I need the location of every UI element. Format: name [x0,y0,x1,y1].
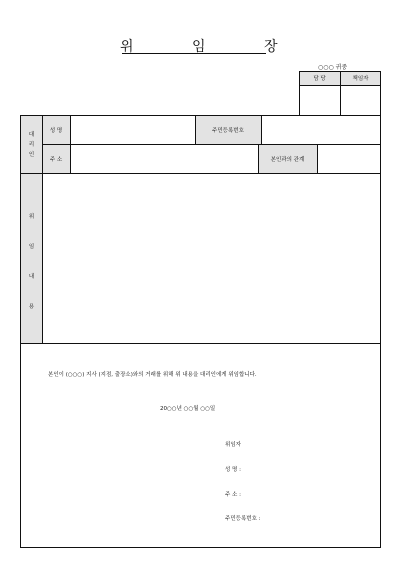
approval-col-manager: 담 당 [313,76,326,82]
statement-date: 20○○년 ○○월 ○○일 [160,406,216,412]
delegator-resident-no-label: 주민등록번호 : [225,516,261,522]
approval-col-supervisor: 책임자 [352,76,369,82]
approval-sign-supervisor[interactable] [341,86,379,114]
delegation-content-field[interactable] [43,174,379,342]
title-underline [122,53,266,54]
proxy-address-field[interactable] [71,145,257,172]
approval-sign-manager[interactable] [300,86,339,114]
proxy-name-field[interactable] [71,116,194,143]
proxy-resident-no-field[interactable] [262,116,379,143]
delegator-address-label: 주 소 : [225,492,241,498]
proxy-resident-no-label: 주민등록번호 [212,127,244,134]
proxy-relation-field[interactable] [318,145,379,172]
delegator-heading: 위임자 [225,442,241,448]
proxy-name-label: 성 명 [49,127,63,134]
proxy-section-label: 대 리 인 [28,132,35,158]
addressee: ○○○ 귀중 [318,64,348,71]
delegation-section-label: 위 임 내 용 [28,214,35,310]
delegator-name-label: 성 명 : [225,467,241,473]
document-title: 위 임 장 [120,39,305,55]
proxy-relation-label: 본인과의 관계 [270,156,305,163]
delegation-statement: 본인이 (○○○) 지사 (지점, 출장소)와의 거래를 위해 위 내용을 대리인에게 위임합니다. [48,372,257,378]
proxy-address-label: 주 소 [49,156,63,163]
